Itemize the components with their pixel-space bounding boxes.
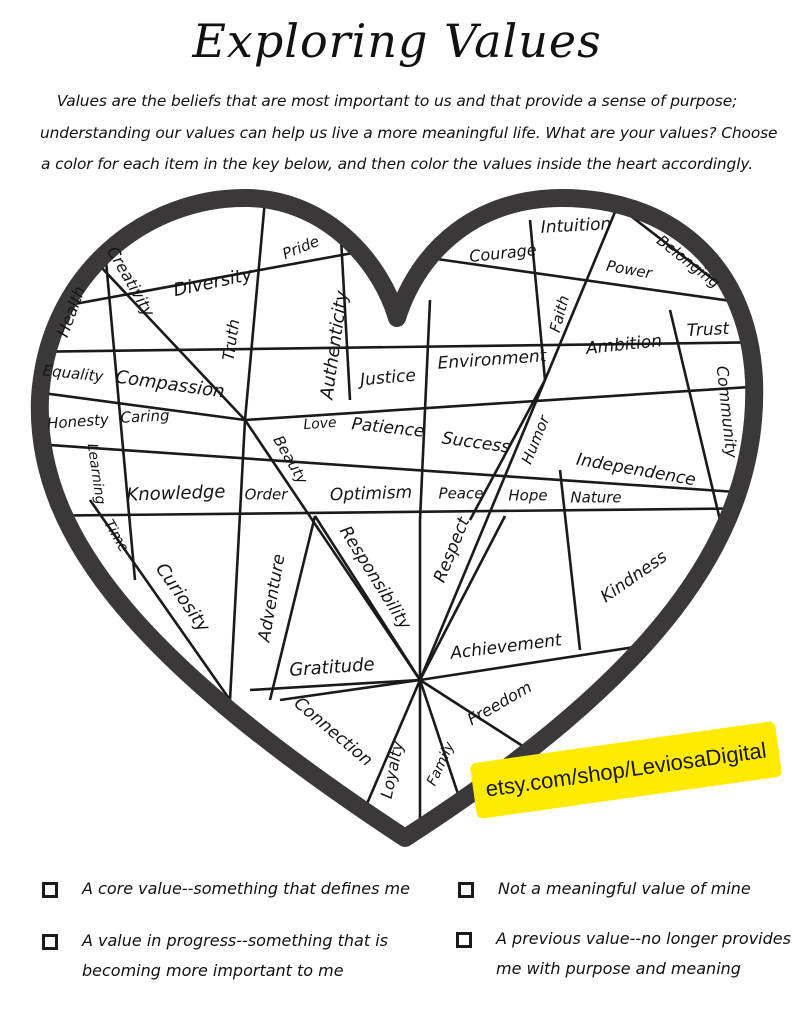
shop-watermark: etsy.com/shop/LeviosaDigital <box>470 721 783 819</box>
value-label: Power <box>604 256 654 283</box>
value-label: Ambition <box>585 331 663 359</box>
value-label: Loyalty <box>376 739 408 801</box>
key-label-line: becoming more important to me <box>82 961 344 980</box>
checkbox[interactable] <box>42 882 58 898</box>
value-label: Justice <box>359 365 417 391</box>
value-label: Intuition <box>540 214 612 238</box>
value-label: Responsibility <box>335 522 415 634</box>
key-label-line: A core value--something that defines me <box>82 879 410 898</box>
value-label: Independence <box>574 449 698 491</box>
value-label: Honesty <box>46 410 110 433</box>
value-label: Nature <box>570 488 622 507</box>
key-label-line: Not a meaningful value of mine <box>498 879 751 898</box>
intro-line: understanding our values can help us live a more meaningful life. What are your values? Choose <box>40 123 778 142</box>
value-label: Peace <box>438 484 484 503</box>
value-label: Gratitude <box>288 654 376 681</box>
value-label: Family <box>423 739 459 789</box>
value-label: Community <box>712 364 742 459</box>
value-label: Hope <box>508 486 548 505</box>
value-label: Patience <box>350 414 426 442</box>
value-label: Compassion <box>114 366 226 403</box>
value-label: Truth <box>218 317 244 362</box>
value-label: Pride <box>279 232 322 264</box>
value-label: Knowledge <box>126 481 226 506</box>
value-label: Optimism <box>329 482 413 506</box>
key-label <box>82 874 410 904</box>
checkbox[interactable] <box>456 932 472 948</box>
value-label: Courage <box>468 240 538 266</box>
value-label: Trust <box>686 318 730 342</box>
intro-line: a color for each item in the key below, and then color the values inside the heart accordingly. <box>40 155 754 173</box>
key-label-line: A value in progress--something that is <box>82 931 388 950</box>
value-label: Kindness <box>596 546 672 608</box>
value-label: Connection <box>289 693 377 771</box>
value-label: Learning <box>83 442 109 506</box>
key-label <box>82 926 388 986</box>
intro-line: Values are the beliefs that are most important to us and that provide a sense of purpose; <box>56 92 738 110</box>
value-label: Love <box>302 414 338 434</box>
key-label-line: A previous value--no longer provides <box>496 929 791 948</box>
checkbox[interactable] <box>42 934 58 950</box>
value-label: Beauty <box>269 432 312 488</box>
checkbox[interactable] <box>458 882 474 898</box>
value-label: Faith <box>545 293 574 335</box>
value-label: Time <box>100 516 132 556</box>
value-label: Authenticity <box>316 289 353 401</box>
value-label: Respect <box>429 514 475 586</box>
value-label: Curiosity <box>151 559 214 637</box>
value-label: Creativity <box>103 243 159 320</box>
value-label: Caring <box>120 406 170 427</box>
key-label-line: me with purpose and meaning <box>496 959 741 978</box>
key-in-progress <box>42 932 388 986</box>
value-label: Humor <box>517 412 554 467</box>
value-label: Success <box>440 428 512 458</box>
value-label: Achievement <box>449 630 563 664</box>
value-label: Health <box>53 283 89 340</box>
value-label: Environment <box>436 346 548 374</box>
key-not-meaningful <box>458 880 751 904</box>
key-core-value <box>42 880 410 904</box>
value-label: Adventure <box>254 552 290 644</box>
key-label <box>498 874 751 904</box>
value-label: Equality <box>41 361 105 386</box>
page-title: Exploring Values <box>192 14 602 68</box>
heart-notch <box>387 304 407 324</box>
value-label: Freedom <box>464 677 535 730</box>
key-previous-value <box>456 930 791 984</box>
value-label: Diversity <box>171 263 255 302</box>
key-label <box>496 924 791 984</box>
value-label: Order <box>244 485 288 504</box>
value-label: Belonging <box>653 231 724 292</box>
